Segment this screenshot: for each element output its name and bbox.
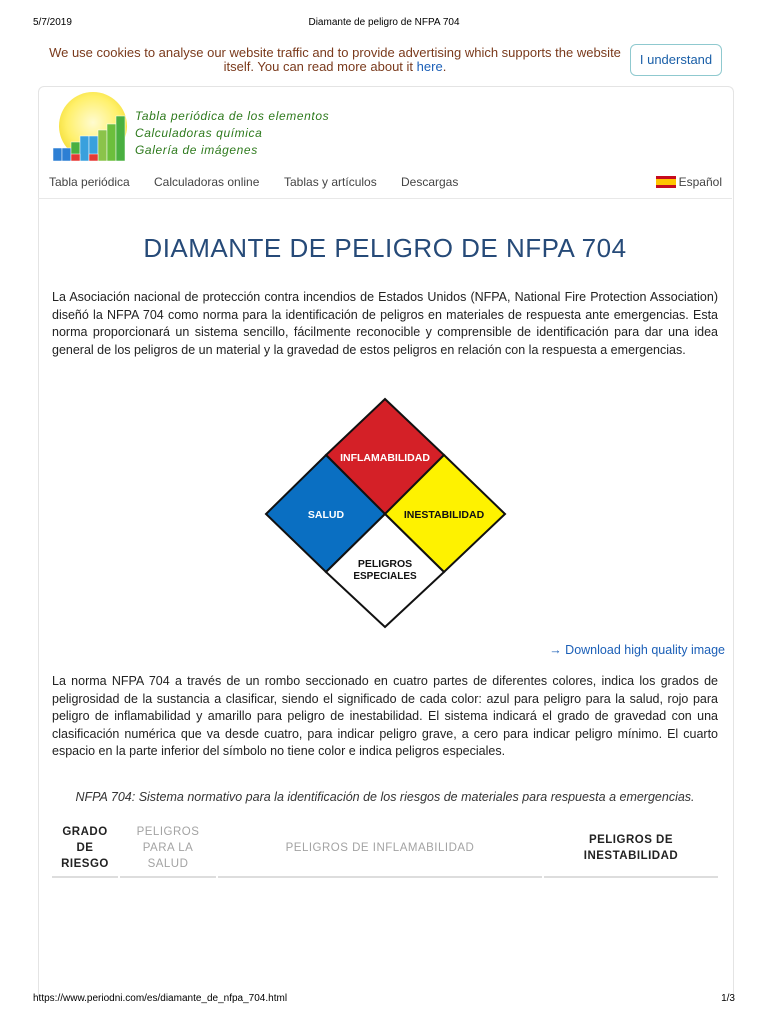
- print-page-number: 1/3: [721, 993, 735, 1004]
- label-flammability: INFLAMABILIDAD: [340, 452, 430, 464]
- cookie-end: .: [442, 59, 447, 74]
- hazard-table-header: [52, 820, 718, 878]
- site-logo-icon[interactable]: [53, 92, 133, 162]
- link-periodic-table[interactable]: Tabla periódica de los elementos: [135, 109, 330, 123]
- label-health: SALUD: [307, 509, 345, 521]
- link-gallery[interactable]: Galería de imágenes: [135, 143, 258, 157]
- print-url: https://www.periodni.com/es/diamante_de_nfpa_704.html: [33, 993, 288, 1004]
- language-label: Español: [678, 175, 722, 189]
- print-header: [0, 0, 768, 30]
- label-instability: INESTABILIDAD: [403, 509, 485, 521]
- label-special-1: PELIGROS: [357, 558, 413, 570]
- cookie-notice: [40, 46, 630, 74]
- site-links: [135, 108, 329, 159]
- language-selector[interactable]: [656, 175, 722, 189]
- nav-item-downloads[interactable]: Descargas: [401, 175, 459, 189]
- print-date: 5/7/2019: [33, 17, 72, 28]
- cookie-more-link[interactable]: here: [416, 59, 443, 74]
- download-image-link[interactable]: → Download high quality image: [549, 643, 725, 657]
- print-title: Diamante de peligro de NFPA 704: [308, 17, 460, 28]
- label-special-2: ESPECIALES: [353, 571, 417, 582]
- table-caption: NFPA 704: Sistema normativo para la identificación de los riesgos de materiales para respuesta a emergencias.: [75, 790, 695, 804]
- nav-item-calculators[interactable]: Calculadoras online: [154, 175, 260, 189]
- page-title: DIAMANTE DE PELIGRO DE NFPA 704: [143, 233, 627, 263]
- header-health: PELIGROS PARA LA SALUD: [120, 820, 216, 878]
- main-nav: [38, 168, 732, 199]
- nfpa-diamond: [263, 397, 508, 630]
- cookie-accept-button[interactable]: I understand: [630, 44, 722, 76]
- intro-paragraph: La Asociación nacional de protección contra incendios de Estados Unidos (NFPA, National Fire Protection Association) diseñó la NFPA 704 como norma para la identificación de peligros en materiales de respuesta ante emergencias. Esta norma proporcionará un sistema sencillo, fácilmente reconocible y comprensible de identificación para dar una idea general de los peligros de un material y la gravedad de estos peligros en relación con la respuesta a emergencias.: [52, 290, 718, 357]
- cookie-text: We use cookies to analyse our website traffic and to provide advertising which supports the website itself. You can read more about it: [49, 45, 621, 74]
- body-paragraph: La norma NFPA 704 a través de un rombo seccionado en cuatro partes de diferentes colores, indica los grados de peligrosidad de la sustancia a clasificar, siendo el significado de cada color: azul para peligro para la salud, rojo para peligro de inflamabilidad y amarillo para peligro de inestabilidad. El sistema indicará el grado de gravedad con una clasificación numérica que va desde cuatro, para indicar peligro grave, a cero para indicar peligro mínimo. El cuarto espacio en la parte inferior del símbolo no tiene color e indica peligros especiales.: [52, 674, 718, 759]
- header-flammability: PELIGROS DE INFLAMABILIDAD: [218, 820, 542, 878]
- nav-item-tables[interactable]: Tablas y artículos: [284, 175, 377, 189]
- header-instability: PELIGROS DE INESTABILIDAD: [544, 820, 718, 878]
- spain-flag-icon: [656, 176, 676, 188]
- header-grade: GRADO DE RIESGO: [52, 820, 118, 878]
- link-calculators[interactable]: Calculadoras química: [135, 126, 263, 140]
- nav-item-periodic-table[interactable]: Tabla periódica: [49, 175, 130, 189]
